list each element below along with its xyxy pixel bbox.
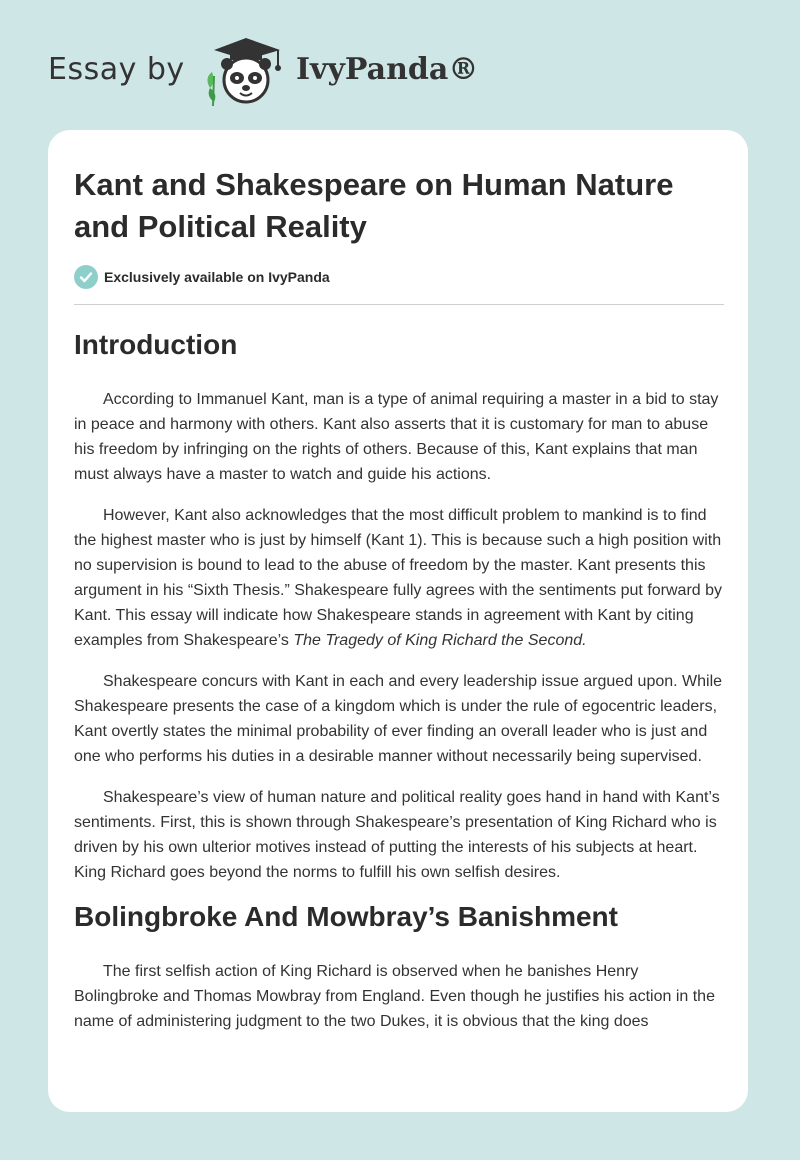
section-heading-introduction: Introduction [74, 329, 238, 360]
banishment-body [74, 959, 724, 1034]
paragraph: According to Immanuel Kant, man is a type of animal requiring a master in a bid to stay in peace and harmony with others. Kant also asserts that it is customary for man to abuse his freedom by infringing on the rights of others. Because of this, Kant explains that man must always have a master to watch and guide his actions. [74, 391, 719, 483]
article-title: Kant and Shakespeare on Human Nature and Political Reality [74, 167, 674, 244]
panda-graduation-cap-logo-icon[interactable] [200, 36, 290, 108]
article-card [48, 130, 748, 1112]
brand-name[interactable]: IvyPanda® [296, 52, 479, 87]
book-title: The Tragedy of King Richard the Second. [293, 632, 587, 649]
paragraph: The first selfish action of King Richard is observed when he banishes Henry Bolingbroke and Thomas Mowbray from England. Even though he justifies his action in the name of administering judgment to the two Dukes, it is obvious that the king does [74, 963, 715, 1030]
introduction-body [74, 387, 724, 885]
section-heading-banishment: Bolingbroke And Mowbray’s Banishment [74, 901, 618, 932]
divider [74, 304, 724, 305]
brand-prefix: Essay by [48, 52, 185, 87]
paragraph [74, 503, 724, 653]
site-header [0, 0, 800, 120]
exclusive-label: Exclusively available on IvyPanda [104, 269, 330, 285]
exclusive-badge [74, 264, 724, 290]
article-content [74, 164, 724, 1034]
paragraph-text: However, Kant also acknowledges that the most difficult problem to mankind is to find the highest master who is just by himself (Kant 1). This is because such a high position with no supervision is bound to lead to the abuse of freedom by the master. Kant presents this argument in his “Sixth Thesis.” Shakespeare fully agrees with the sentiments put forward by Kant. This essay will indicate how Shakespeare stands in agreement with Kant by citing examples from Shakespeare’s [74, 507, 723, 649]
checkmark-icon [74, 265, 98, 289]
paragraph: Shakespeare concurs with Kant in each and every leadership issue argued upon. While Shakespeare presents the case of a kingdom which is under the rule of egocentric leaders, Kant overtly states the minimal probability of ever finding an overall leader who is just and one who performs his duties in a desirable manner without necessarily being supervised. [74, 673, 723, 765]
paragraph: Shakespeare’s view of human nature and political reality goes hand in hand with Kant’s sentiments. First, this is shown through Shakespeare’s presentation of King Richard who is driven by his own ulterior motives instead of putting the interests of his subjects at heart. King Richard goes beyond the norms to fulfill his own selfish desires. [74, 789, 720, 881]
